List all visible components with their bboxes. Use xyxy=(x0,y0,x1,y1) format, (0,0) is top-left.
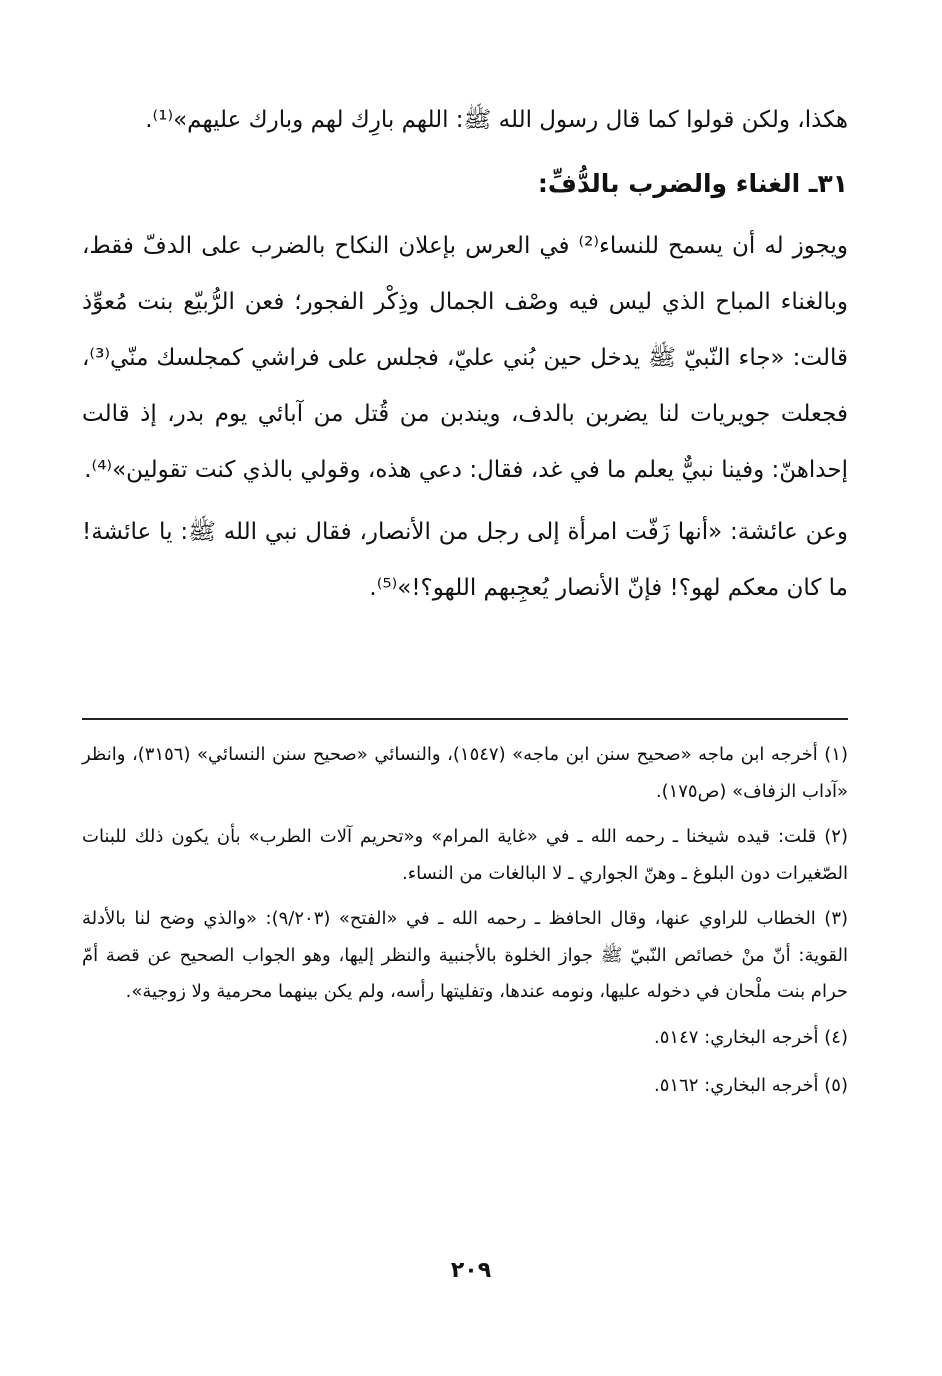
footnote: (١) أخرجه ابن ماجه «صحيح سنن ابن ماجه» (١٥٤٧)، والنسائي «صحيح سنن النسائي» (٣١٥٦)، وانظر «آداب الزفاف» (ص١٧٥). xyxy=(82,744,848,802)
footnote: (٣) الخطاب للراوي عنها، وقال الحافظ ـ رحمه الله ـ في «الفتح» (٩/٢٠٣): «والذي وضح لنا بالأدلة القوية: أنّ منْ خصائص النّبيّ ﷺ جواز الخلوة بالأجنبية والنظر إليها، وهو الجواب الصحيح عن قصة أمّ حرام بنت ملْحان في دخوله عليها، ونومه عندها، وتفليتها رأسه، ولم يكن بينهما محرمية ولا زوجية». xyxy=(82,908,849,1002)
body-paragraph: وعن عائشة: «أنها زَفّت امرأة إلى رجل من الأنصار، فقال نبي الله ﷺ: يا عائشة! ما كان معكم لهو؟! فإنّ الأنصار يُعجِبهم اللهو؟!»⁽⁵⁾. xyxy=(82,519,848,601)
footnote-divider xyxy=(82,718,848,720)
footnote: (٥) أخرجه البخاري: ٥١٦٢. xyxy=(654,1075,848,1096)
section-heading: ٣١ـ الغناء والضرب بالدُّفِّ: xyxy=(537,169,848,198)
page-number: ٢٠٩ xyxy=(450,1258,492,1283)
main-text xyxy=(82,92,848,616)
body-paragraph: ويجوز له أن يسمح للنساء⁽²⁾ في العرس بإعلان النكاح بالضرب على الدفّ فقط، وبالغناء المباح الذي ليس فيه وصْف الجمال وذِكْر الفجور؛ فعن الرُّبيّع بنت مُعوِّذ قالت: «جاء النّبيّ ﷺ يدخل حين بُني عليّ، فجلس على فراشي كمجلسك منّي⁽³⁾، فجعلت جويريات لنا يضربن بالدف، ويندبن من قُتل من آبائي يوم بدر، إذ قالت إحداهنّ: وفينا نبيٌّ يعلم ما في غد، فقال: دعي هذه، وقولي بالذي كنت تقولين»⁽⁴⁾. xyxy=(82,233,848,483)
intro-paragraph: هكذا، ولكن قولوا كما قال رسول الله ﷺ: اللهم بارِك لهم وبارك عليهم»⁽¹⁾. xyxy=(145,107,848,133)
footnote: (٤) أخرجه البخاري: ٥١٤٧. xyxy=(654,1026,848,1048)
footnote: (٢) قلت: قيده شيخنا ـ رحمه الله ـ في «غاية المرام» و«تحريم آلات الطرب» بأن يكون ذلك للبنات الصّغيرات دون البلوغ ـ وهنّ الجواري ـ لا البالغات من النساء. xyxy=(82,826,848,884)
footnotes xyxy=(82,737,848,1117)
